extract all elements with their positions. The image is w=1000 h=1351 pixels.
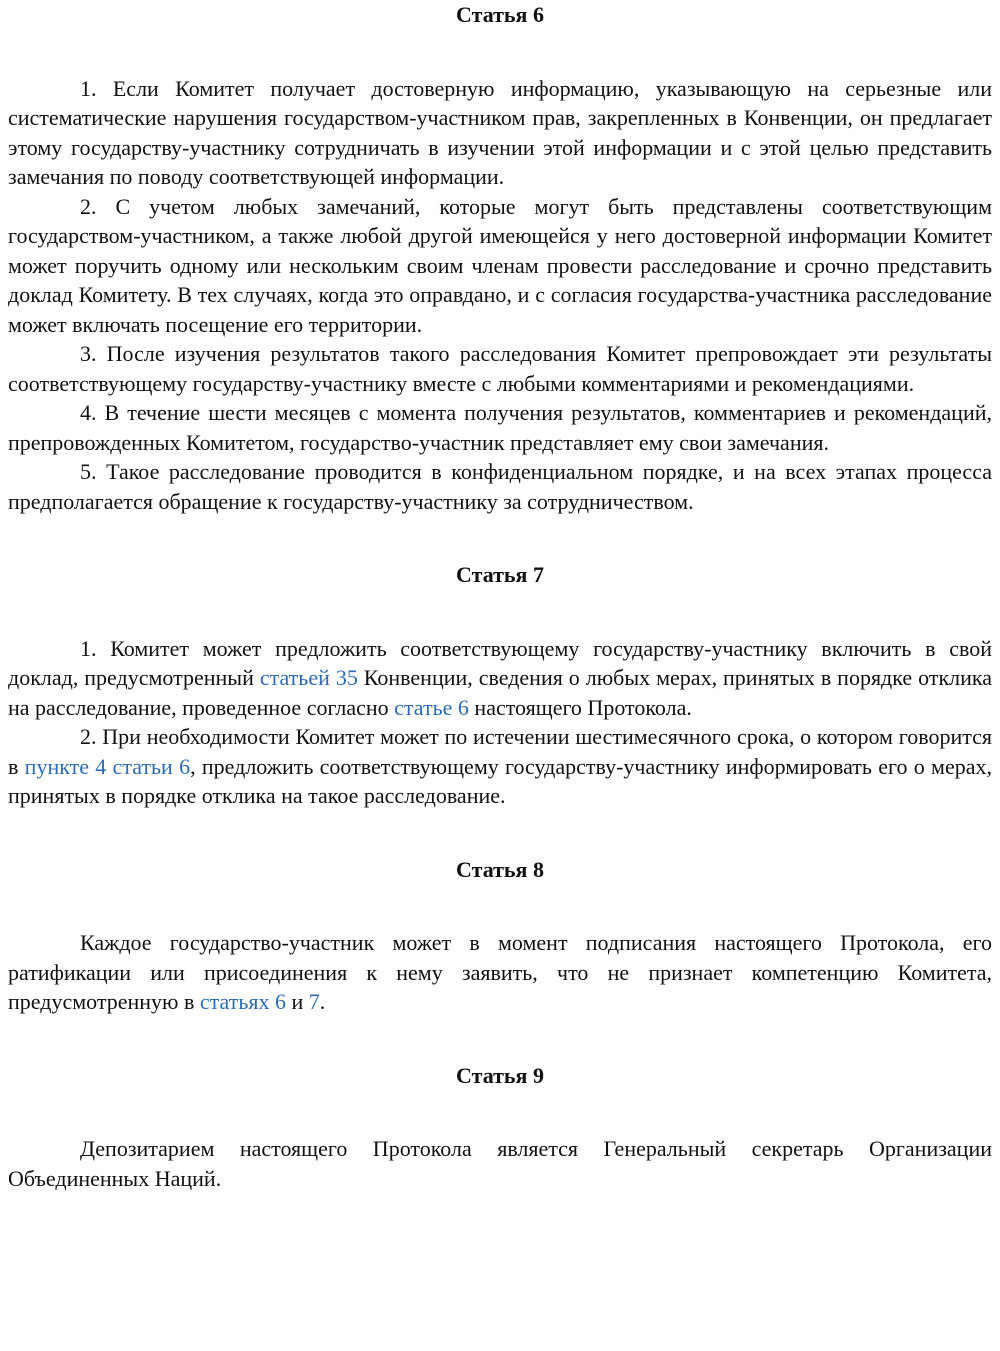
text-fragment: настоящего Протокола. — [468, 694, 692, 720]
article-8 — [8, 855, 992, 1017]
article-6-paragraph-1: 1. Если Комитет получает достоверную информацию, указывающую на серьезные или систематические нарушения государством-участником прав, закрепленных в Конвенции, он предлагает этому государству-участнику сотрудничать в изучении этой информации и с этой целью представить замечания по поводу соответствующей информации. — [8, 75, 992, 189]
article-6 — [8, 0, 992, 516]
article-7 — [8, 560, 992, 811]
article-6-paragraph-3: 3. После изучения результатов такого расследования Комитет препровождает эти результаты соответствующему государству-участнику вместе с любыми комментариями и рекомендациями. — [8, 341, 992, 396]
article-6-paragraph-5: 5. Такое расследование проводится в конфиденциальном порядке, и на всех этапах процесса предполагается обращение к государству-участнику за сотрудничеством. — [8, 459, 992, 514]
article-7-paragraph-1 — [8, 634, 992, 723]
text-fragment: Конвенции, сведения о любых мерах, принятых в порядке отклика на расследование, проведенное согласно — [8, 665, 993, 720]
link-article-6[interactable]: статье 6 — [394, 694, 469, 720]
text-fragment: , предложить соответствующему государству-участнику информировать его о мерах, принятых в порядке отклика на такое расследование. — [8, 753, 992, 808]
text-fragment: Каждое государство-участник может в момент подписания настоящего Протокола, его ратификации или присоединения к нему заявить, что не признает компетенцию Комитета, предусмотренную в — [8, 930, 992, 1014]
article-6-paragraph-4: 4. В течение шести месяцев с момента получения результатов, комментариев и рекомендаций, препровожденных Комитетом, государство-участник представляет ему свои замечания. — [8, 400, 992, 455]
article-6-paragraph-2: 2. С учетом любых замечаний, которые могут быть представлены соответствующим государством-участником, а также любой другой имеющейся у него достоверной информации Комитет может поручить одному или нескольким своим членам провести расследование и срочно представить доклад Комитету. В тех случаях, когда это оправдано, и с согласия государства-участника расследование может включать посещение его территории. — [8, 193, 992, 337]
text-fragment: . — [319, 989, 326, 1014]
link-articles-6[interactable]: статьях 6 — [199, 989, 286, 1014]
article-9-paragraph-1: Депозитарием настоящего Протокола является Генеральный секретарь Организации Объединенных Наций. — [8, 1136, 992, 1191]
article-7-heading: Статья 7 — [456, 562, 544, 587]
article-9-heading: Статья 9 — [456, 1062, 544, 1088]
article-9 — [8, 1061, 992, 1194]
link-article-35[interactable]: статьей 35 — [259, 665, 358, 690]
link-article-7[interactable]: 7 — [308, 989, 320, 1014]
text-fragment: 2. При необходимости Комитет может по истечении шестимесячного срока, о котором говорится в — [8, 724, 992, 779]
article-8-heading: Статья 8 — [456, 856, 544, 882]
document — [8, 0, 992, 1193]
article-7-paragraph-2 — [8, 722, 992, 811]
article-8-paragraph-1 — [8, 928, 992, 1017]
text-fragment: 1. Комитет может предложить соответствующему государству-участнику включить в свой доклад, предусмотренный — [8, 635, 992, 690]
text-fragment: и — [285, 989, 309, 1014]
link-article-6-paragraph-4[interactable]: пункте 4 статьи 6 — [24, 753, 191, 779]
article-6-heading: Статья 6 — [456, 2, 544, 27]
